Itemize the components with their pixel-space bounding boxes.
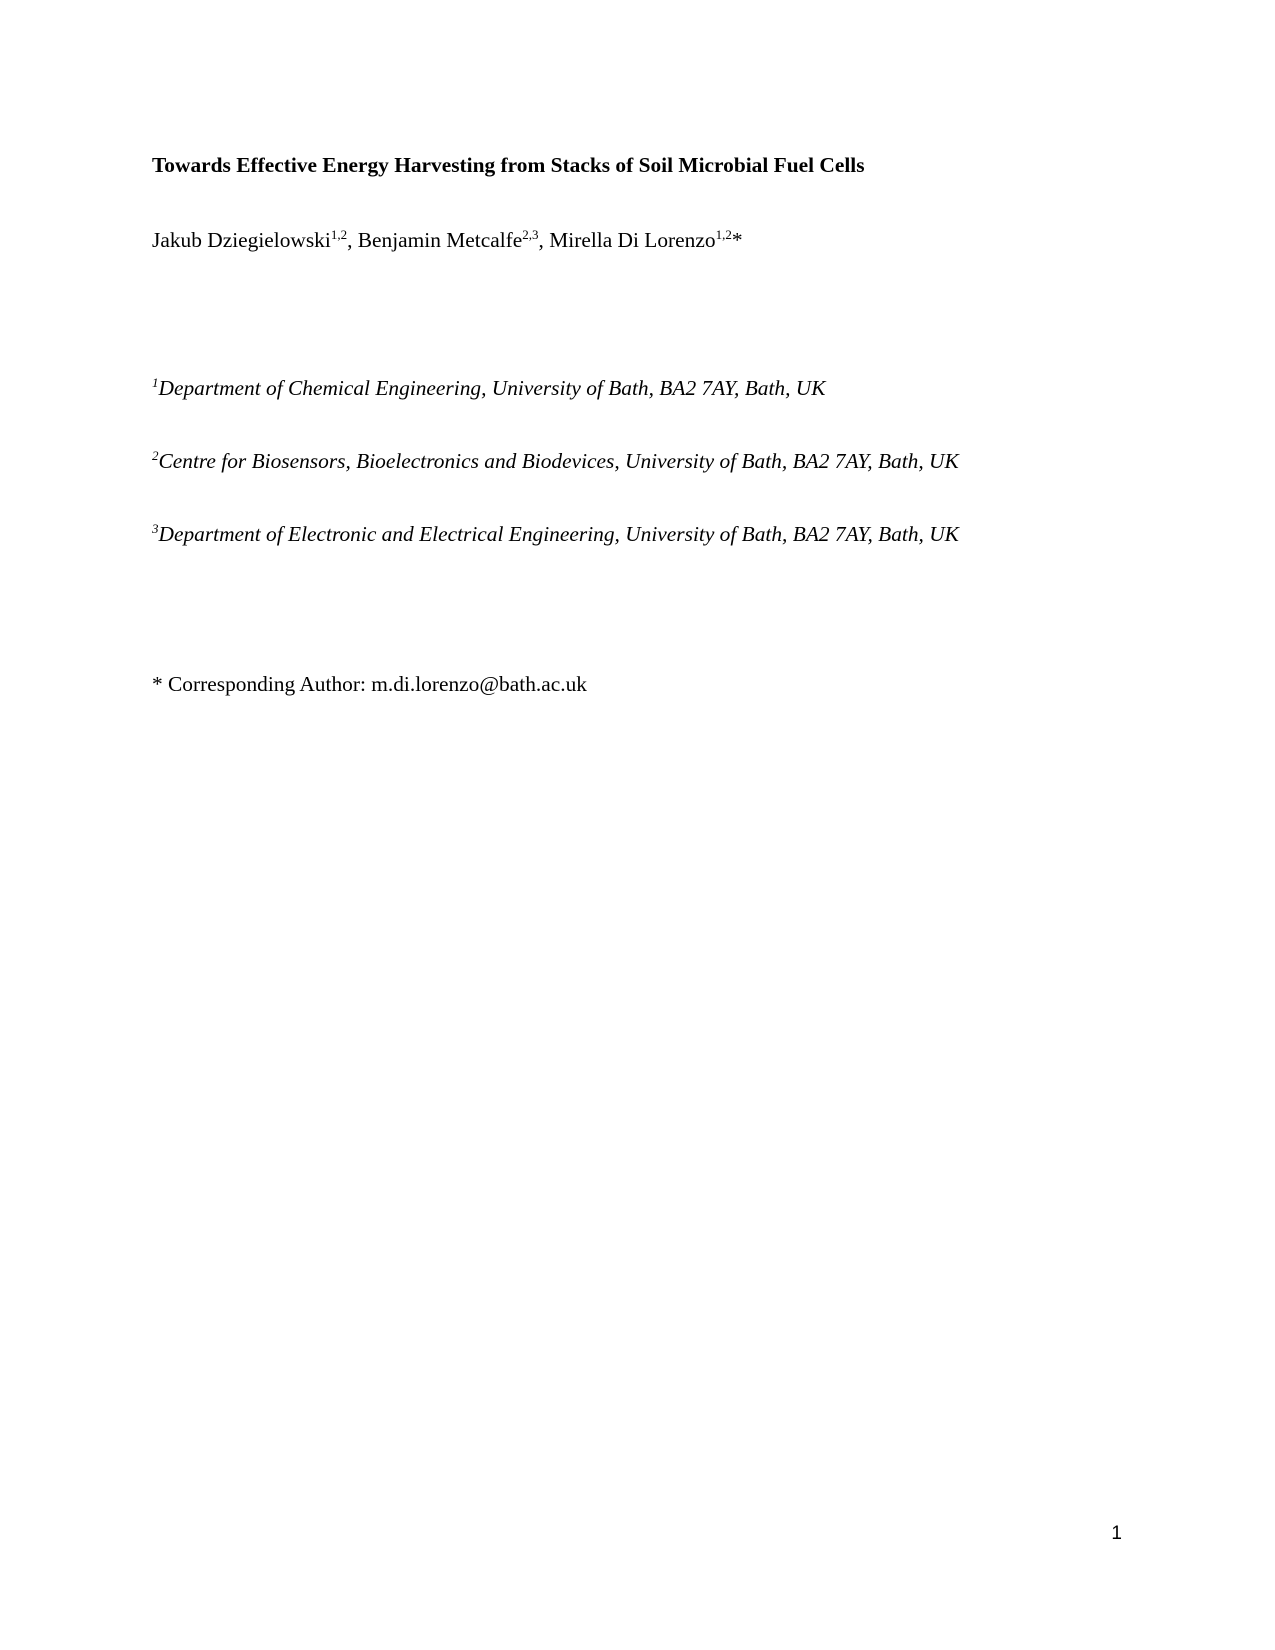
- author-affiliation-marks: 2,3: [522, 227, 539, 242]
- affiliation-number: 3: [152, 521, 159, 536]
- affiliation-2: [152, 448, 959, 473]
- author-affiliation-marks: 1,2: [715, 227, 732, 242]
- affiliation-number: 1: [152, 375, 159, 390]
- affiliation-text: Centre for Biosensors, Bioelectronics and Biodevices, University of Bath, BA2 7AY, Bath, UK: [158, 449, 959, 473]
- page-number: 1: [1111, 1523, 1122, 1544]
- affiliation-text: Department of Electronic and Electrical Engineering, University of Bath, BA2 7AY, Bath, UK: [158, 522, 959, 546]
- corresponding-author-label: * Corresponding Author:: [152, 672, 372, 696]
- author-affiliation-marks: 1,2: [330, 227, 348, 242]
- author-name: Mirella Di Lorenzo: [549, 228, 716, 252]
- author-list: [152, 227, 743, 252]
- corresponding-author-email[interactable]: m.di.lorenzo@bath.ac.uk: [371, 672, 587, 696]
- author-name: Benjamin Metcalfe: [357, 228, 523, 252]
- corresponding-author-mark: *: [731, 228, 743, 252]
- author-separator: ,: [347, 228, 358, 252]
- author-separator: ,: [538, 228, 550, 252]
- affiliation-3: [152, 521, 959, 546]
- affiliation-1: [152, 375, 826, 400]
- affiliation-number: 2: [152, 448, 159, 463]
- corresponding-author: [152, 674, 587, 695]
- affiliation-text: Department of Chemical Engineering, University of Bath, BA2 7AY, Bath, UK: [158, 376, 826, 400]
- author-name: Jakub Dziegielowski: [152, 228, 331, 252]
- paper-title: Towards Effective Energy Harvesting from Stacks of Soil Microbial Fuel Cells: [152, 153, 865, 177]
